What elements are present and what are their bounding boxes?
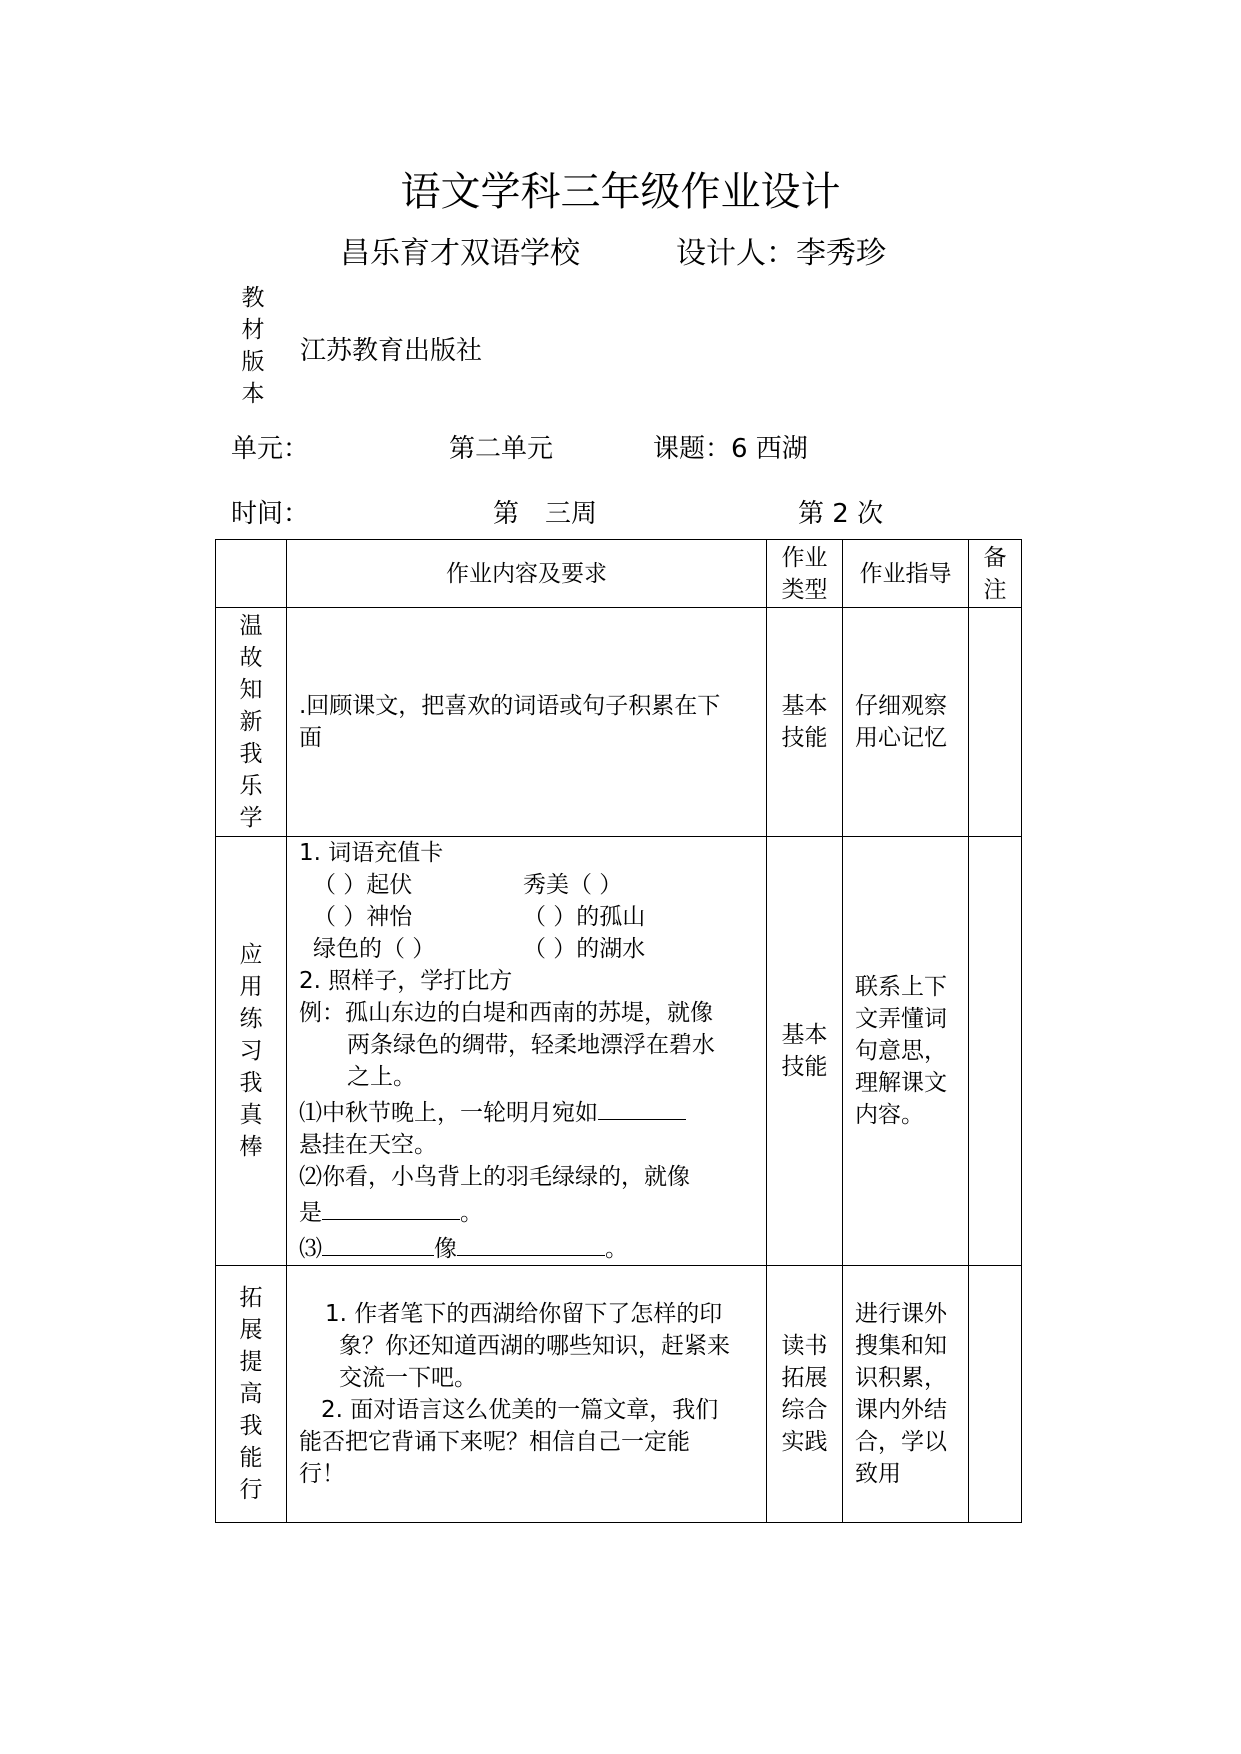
unit-label: 单元：: [231, 434, 310, 464]
count-value: 第 2 次: [798, 499, 884, 529]
week-value: 第 三周: [493, 499, 598, 529]
example-line-2: 两条绿色的绸带，轻柔地漂浮在碧水: [347, 1032, 715, 1058]
table-row: [216, 1266, 1022, 1523]
table-header-row: [216, 540, 1022, 608]
practice-q1: 1. 词语充值卡: [299, 840, 444, 866]
fill-line-1: （ ）起伏 秀美（ ）: [313, 872, 623, 898]
answer-blank[interactable]: [322, 1193, 460, 1220]
practice-q2: 2. 照样子，学打比方: [299, 968, 513, 994]
page-title: 语文学科三年级作业设计: [400, 169, 841, 215]
homework-table: [215, 539, 1022, 1523]
table-row: [216, 837, 1022, 1266]
practice-type: 基本 技能: [767, 837, 843, 1266]
header-type: 作业 类型: [767, 540, 843, 608]
school-name: 昌乐育才双语学校: [340, 236, 580, 271]
fill-line-3: 绿色的（ ） （ ）的湖水: [313, 936, 646, 962]
fill-line-2: （ ）神怡 （ ）的孤山: [313, 904, 646, 930]
answer-blank[interactable]: [457, 1229, 605, 1256]
answer-blank[interactable]: [322, 1229, 434, 1256]
review-content: .回顾课文，把喜欢的词语或句子积累在下 面: [287, 608, 767, 837]
practice-guide: 联系上下 文弄懂词 句意思， 理解课文 内容。: [843, 837, 969, 1266]
extend-note: [969, 1266, 1022, 1523]
extend-guide: 进行课外 搜集和知 识积累， 课内外结 合，学以 致用: [843, 1266, 969, 1523]
header-content: 作业内容及要求: [287, 540, 767, 608]
extend-type: 读书 拓展 综合 实践: [767, 1266, 843, 1523]
practice-note: [969, 837, 1022, 1266]
textbook-label: 教 材 版 本: [241, 285, 265, 407]
example-line-1: 例：孤山东边的白堤和西南的苏堤，就像: [299, 1000, 713, 1026]
sentence-3: ⑶ 像 。: [299, 1229, 758, 1265]
header-note: 备 注: [969, 540, 1022, 608]
textbook-value: 江苏教育出版社: [300, 336, 483, 366]
practice-content: [287, 837, 767, 1266]
header-guide: 作业指导: [843, 540, 969, 608]
example-line-3: 之上。: [347, 1064, 416, 1090]
lesson-title: 课题：6 西湖: [653, 434, 808, 464]
review-type: 基本 技能: [767, 608, 843, 837]
extend-content: 1. 作者笔下的西湖给你留下了怎样的印 象？你还知道西湖的哪些知识，赶紧来 交流一下吧。 2. 面对语言这么优美的一篇文章，我们 能否把它背诵下来呢？相信自己一定能 行！: [287, 1266, 767, 1523]
sentence-2-cont: 是 。: [299, 1193, 758, 1229]
section-label-practice: 应 用 练 习 我 真 棒: [216, 837, 287, 1266]
unit-value: 第二单元: [449, 434, 554, 464]
sentence-1-cont: 悬挂在天空。: [299, 1132, 437, 1158]
sentence-2: ⑵你看，小鸟背上的羽毛绿绿的，就像: [299, 1164, 690, 1190]
header-blank-cell: [216, 540, 287, 608]
review-guide: 仔细观察 用心记忆: [843, 608, 969, 837]
table-row: [216, 608, 1022, 837]
section-label-review: 温 故 知 新 我 乐 学: [216, 608, 287, 837]
designer-name: 设计人：李秀珍: [676, 236, 886, 271]
section-label-extend: 拓 展 提 高 我 能 行: [216, 1266, 287, 1523]
time-label: 时间：: [231, 499, 310, 529]
answer-blank[interactable]: [598, 1093, 686, 1120]
review-note: [969, 608, 1022, 837]
sentence-1: ⑴中秋节晚上，一轮明月宛如: [299, 1093, 758, 1129]
